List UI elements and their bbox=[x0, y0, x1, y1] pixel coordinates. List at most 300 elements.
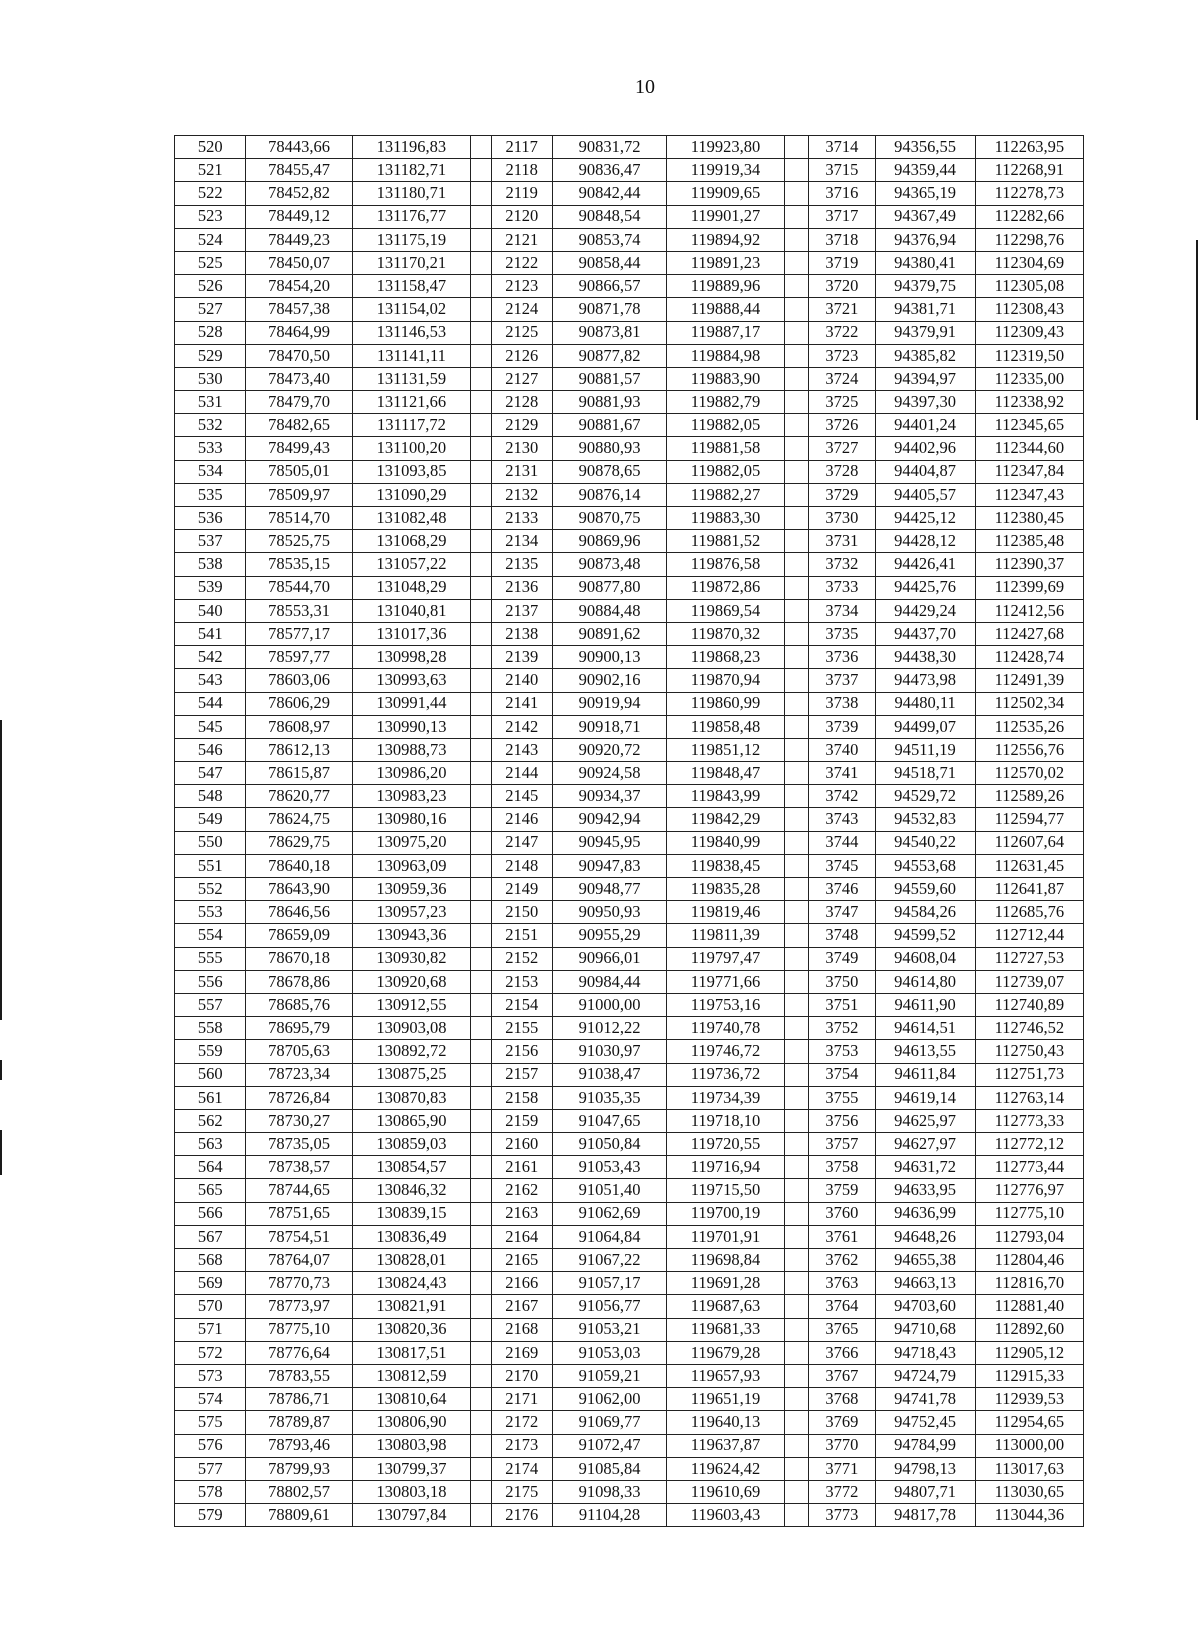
table-cell: 94473,98 bbox=[875, 669, 975, 692]
table-cell: 112385,48 bbox=[975, 530, 1083, 553]
table-cell: 112892,60 bbox=[975, 1318, 1083, 1341]
table-spacer-cell bbox=[784, 1295, 809, 1318]
table-cell: 94379,91 bbox=[875, 321, 975, 344]
table-cell: 2142 bbox=[491, 715, 552, 738]
table-row bbox=[175, 182, 1084, 205]
table-spacer-cell bbox=[471, 344, 491, 367]
table-cell: 78809,61 bbox=[246, 1504, 352, 1527]
table-spacer-cell bbox=[784, 808, 809, 831]
table-row bbox=[175, 414, 1084, 437]
table-cell: 78770,73 bbox=[246, 1272, 352, 1295]
table-cell: 112535,26 bbox=[975, 715, 1083, 738]
table-row bbox=[175, 970, 1084, 993]
table-cell: 2167 bbox=[491, 1295, 552, 1318]
table-cell: 3743 bbox=[809, 808, 875, 831]
table-cell: 112915,33 bbox=[975, 1364, 1083, 1387]
table-cell: 119797,47 bbox=[667, 947, 784, 970]
table-cell: 90945,95 bbox=[552, 831, 666, 854]
table-spacer-cell bbox=[471, 1249, 491, 1272]
table-spacer-cell bbox=[784, 1480, 809, 1503]
table-cell: 555 bbox=[175, 947, 246, 970]
table-cell: 3727 bbox=[809, 437, 875, 460]
table-cell: 112319,50 bbox=[975, 344, 1083, 367]
table-cell: 553 bbox=[175, 901, 246, 924]
table-cell: 3715 bbox=[809, 159, 875, 182]
table-spacer-cell bbox=[471, 669, 491, 692]
table-cell: 534 bbox=[175, 460, 246, 483]
table-cell: 94608,04 bbox=[875, 947, 975, 970]
table-cell: 90884,48 bbox=[552, 599, 666, 622]
table-cell: 78624,75 bbox=[246, 808, 352, 831]
table-spacer-cell bbox=[471, 878, 491, 901]
table-cell: 91035,35 bbox=[552, 1086, 666, 1109]
table-cell: 130963,09 bbox=[352, 854, 470, 877]
table-cell: 577 bbox=[175, 1457, 246, 1480]
table-cell: 119868,23 bbox=[667, 646, 784, 669]
table-cell: 90934,37 bbox=[552, 785, 666, 808]
table-cell: 131090,29 bbox=[352, 483, 470, 506]
table-spacer-cell bbox=[471, 391, 491, 414]
table-spacer-cell bbox=[471, 437, 491, 460]
table-cell: 2136 bbox=[491, 576, 552, 599]
table-cell: 78775,10 bbox=[246, 1318, 352, 1341]
table-cell: 112905,12 bbox=[975, 1341, 1083, 1364]
table-cell: 3762 bbox=[809, 1249, 875, 1272]
table-cell: 527 bbox=[175, 298, 246, 321]
table-cell: 130920,68 bbox=[352, 970, 470, 993]
table-cell: 78470,50 bbox=[246, 344, 352, 367]
table-cell: 130854,57 bbox=[352, 1156, 470, 1179]
table-cell: 119894,92 bbox=[667, 228, 784, 251]
table-cell: 94636,99 bbox=[875, 1202, 975, 1225]
table-cell: 131048,29 bbox=[352, 576, 470, 599]
table-cell: 549 bbox=[175, 808, 246, 831]
table-cell: 94663,13 bbox=[875, 1272, 975, 1295]
table-cell: 539 bbox=[175, 576, 246, 599]
table-cell: 112502,34 bbox=[975, 692, 1083, 715]
table-cell: 78802,57 bbox=[246, 1480, 352, 1503]
table-cell: 2158 bbox=[491, 1086, 552, 1109]
table-spacer-cell bbox=[471, 414, 491, 437]
table-cell: 547 bbox=[175, 762, 246, 785]
table-cell: 112344,60 bbox=[975, 437, 1083, 460]
table-cell: 536 bbox=[175, 507, 246, 530]
table-row bbox=[175, 437, 1084, 460]
table-cell: 78514,70 bbox=[246, 507, 352, 530]
table-cell: 112763,14 bbox=[975, 1086, 1083, 1109]
table-cell: 119624,42 bbox=[667, 1457, 784, 1480]
table-cell: 2172 bbox=[491, 1411, 552, 1434]
table-cell: 78454,20 bbox=[246, 275, 352, 298]
table-cell: 119919,34 bbox=[667, 159, 784, 182]
table-cell: 78449,23 bbox=[246, 228, 352, 251]
table-row bbox=[175, 1063, 1084, 1086]
table-cell: 130839,15 bbox=[352, 1202, 470, 1225]
table-cell: 94648,26 bbox=[875, 1225, 975, 1248]
table-cell: 2129 bbox=[491, 414, 552, 437]
table-cell: 3750 bbox=[809, 970, 875, 993]
table-cell: 3751 bbox=[809, 993, 875, 1016]
table-row bbox=[175, 1504, 1084, 1527]
table-cell: 131180,71 bbox=[352, 182, 470, 205]
table-cell: 3740 bbox=[809, 738, 875, 761]
table-cell: 119882,79 bbox=[667, 391, 784, 414]
table-cell: 130799,37 bbox=[352, 1457, 470, 1480]
table-cell: 112338,92 bbox=[975, 391, 1083, 414]
table-cell: 94518,71 bbox=[875, 762, 975, 785]
table-spacer-cell bbox=[784, 993, 809, 1016]
table-cell: 563 bbox=[175, 1133, 246, 1156]
table-cell: 571 bbox=[175, 1318, 246, 1341]
table-cell: 3773 bbox=[809, 1504, 875, 1527]
table-cell: 131100,20 bbox=[352, 437, 470, 460]
table-cell: 554 bbox=[175, 924, 246, 947]
scan-edge-mark bbox=[1196, 240, 1198, 420]
table-spacer-cell bbox=[471, 1457, 491, 1480]
table-cell: 78505,01 bbox=[246, 460, 352, 483]
table-spacer-cell bbox=[784, 947, 809, 970]
table-cell: 3767 bbox=[809, 1364, 875, 1387]
table-cell: 112399,69 bbox=[975, 576, 1083, 599]
table-cell: 112589,26 bbox=[975, 785, 1083, 808]
table-cell: 112345,65 bbox=[975, 414, 1083, 437]
table-cell: 2150 bbox=[491, 901, 552, 924]
table-cell: 112816,70 bbox=[975, 1272, 1083, 1295]
table-spacer-cell bbox=[471, 970, 491, 993]
table-spacer-cell bbox=[784, 1086, 809, 1109]
table-cell: 119835,28 bbox=[667, 878, 784, 901]
table-cell: 94584,26 bbox=[875, 901, 975, 924]
table-cell: 119884,98 bbox=[667, 344, 784, 367]
table-cell: 78643,90 bbox=[246, 878, 352, 901]
table-spacer-cell bbox=[784, 298, 809, 321]
table-cell: 94437,70 bbox=[875, 622, 975, 645]
table-cell: 78738,57 bbox=[246, 1156, 352, 1179]
table-cell: 3724 bbox=[809, 367, 875, 390]
table-row bbox=[175, 715, 1084, 738]
table-cell: 130990,13 bbox=[352, 715, 470, 738]
table-cell: 112712,44 bbox=[975, 924, 1083, 947]
table-cell: 131040,81 bbox=[352, 599, 470, 622]
table-cell: 119882,05 bbox=[667, 414, 784, 437]
table-spacer-cell bbox=[784, 1341, 809, 1364]
table-cell: 3765 bbox=[809, 1318, 875, 1341]
table-cell: 119610,69 bbox=[667, 1480, 784, 1503]
table-cell: 119811,39 bbox=[667, 924, 784, 947]
table-cell: 3772 bbox=[809, 1480, 875, 1503]
table-row bbox=[175, 924, 1084, 947]
table-cell: 90869,96 bbox=[552, 530, 666, 553]
table-row bbox=[175, 1017, 1084, 1040]
table-cell: 2132 bbox=[491, 483, 552, 506]
table-cell: 3747 bbox=[809, 901, 875, 924]
table-cell: 3732 bbox=[809, 553, 875, 576]
table-cell: 3764 bbox=[809, 1295, 875, 1318]
table-cell: 91051,40 bbox=[552, 1179, 666, 1202]
table-row bbox=[175, 1086, 1084, 1109]
table-cell: 91098,33 bbox=[552, 1480, 666, 1503]
table-cell: 78449,12 bbox=[246, 205, 352, 228]
table-cell: 90900,13 bbox=[552, 646, 666, 669]
table-cell: 112263,95 bbox=[975, 136, 1083, 159]
scan-edge-mark bbox=[0, 720, 2, 1020]
table-cell: 94633,95 bbox=[875, 1179, 975, 1202]
table-cell: 78544,70 bbox=[246, 576, 352, 599]
table-cell: 112939,53 bbox=[975, 1388, 1083, 1411]
table-spacer-cell bbox=[784, 553, 809, 576]
table-cell: 130986,20 bbox=[352, 762, 470, 785]
table-cell: 78789,87 bbox=[246, 1411, 352, 1434]
table-cell: 562 bbox=[175, 1109, 246, 1132]
table-cell: 532 bbox=[175, 414, 246, 437]
table-cell: 119869,54 bbox=[667, 599, 784, 622]
table-cell: 94529,72 bbox=[875, 785, 975, 808]
table-cell: 528 bbox=[175, 321, 246, 344]
table-cell: 90918,71 bbox=[552, 715, 666, 738]
table-spacer-cell bbox=[471, 808, 491, 831]
table-cell: 2159 bbox=[491, 1109, 552, 1132]
table-cell: 131117,72 bbox=[352, 414, 470, 437]
table-cell: 119753,16 bbox=[667, 993, 784, 1016]
table-spacer-cell bbox=[471, 785, 491, 808]
table-cell: 90873,48 bbox=[552, 553, 666, 576]
table-row bbox=[175, 831, 1084, 854]
table-spacer-cell bbox=[784, 1364, 809, 1387]
table-cell: 522 bbox=[175, 182, 246, 205]
table-row bbox=[175, 901, 1084, 924]
table-cell: 130836,49 bbox=[352, 1225, 470, 1248]
table-row bbox=[175, 1318, 1084, 1341]
table-cell: 112750,43 bbox=[975, 1040, 1083, 1063]
table-cell: 94752,45 bbox=[875, 1411, 975, 1434]
table-cell: 2147 bbox=[491, 831, 552, 854]
table-cell: 3770 bbox=[809, 1434, 875, 1457]
table-cell: 131131,59 bbox=[352, 367, 470, 390]
table-cell: 543 bbox=[175, 669, 246, 692]
table-cell: 2140 bbox=[491, 669, 552, 692]
table-cell: 78670,18 bbox=[246, 947, 352, 970]
table-spacer-cell bbox=[471, 1434, 491, 1457]
table-cell: 112954,65 bbox=[975, 1411, 1083, 1434]
table-spacer-cell bbox=[471, 367, 491, 390]
table-cell: 3742 bbox=[809, 785, 875, 808]
table-cell: 2149 bbox=[491, 878, 552, 901]
table-cell: 531 bbox=[175, 391, 246, 414]
table-row bbox=[175, 391, 1084, 414]
table-cell: 78455,47 bbox=[246, 159, 352, 182]
table-cell: 94480,11 bbox=[875, 692, 975, 715]
table-cell: 533 bbox=[175, 437, 246, 460]
table-cell: 78535,15 bbox=[246, 553, 352, 576]
table-cell: 2121 bbox=[491, 228, 552, 251]
table-row bbox=[175, 1411, 1084, 1434]
table-cell: 78629,75 bbox=[246, 831, 352, 854]
table-cell: 91062,00 bbox=[552, 1388, 666, 1411]
table-cell: 94438,30 bbox=[875, 646, 975, 669]
table-cell: 130803,98 bbox=[352, 1434, 470, 1457]
table-cell: 112793,04 bbox=[975, 1225, 1083, 1248]
table-cell: 130892,72 bbox=[352, 1040, 470, 1063]
table-cell: 94376,94 bbox=[875, 228, 975, 251]
table-cell: 2146 bbox=[491, 808, 552, 831]
table-row bbox=[175, 553, 1084, 576]
table-cell: 3733 bbox=[809, 576, 875, 599]
table-spacer-cell bbox=[784, 1388, 809, 1411]
table-spacer-cell bbox=[784, 391, 809, 414]
table-spacer-cell bbox=[471, 298, 491, 321]
table-cell: 3737 bbox=[809, 669, 875, 692]
table-cell: 119681,33 bbox=[667, 1318, 784, 1341]
table-cell: 78685,76 bbox=[246, 993, 352, 1016]
table-cell: 112739,07 bbox=[975, 970, 1083, 993]
table-cell: 78723,34 bbox=[246, 1063, 352, 1086]
table-cell: 2175 bbox=[491, 1480, 552, 1503]
table-cell: 119701,91 bbox=[667, 1225, 784, 1248]
table-spacer-cell bbox=[784, 970, 809, 993]
table-cell: 3741 bbox=[809, 762, 875, 785]
table-cell: 112772,12 bbox=[975, 1133, 1083, 1156]
table-body bbox=[175, 136, 1084, 1527]
table-cell: 130959,36 bbox=[352, 878, 470, 901]
table-cell: 90877,82 bbox=[552, 344, 666, 367]
table-cell: 90836,47 bbox=[552, 159, 666, 182]
table-cell: 112298,76 bbox=[975, 228, 1083, 251]
table-cell: 90853,74 bbox=[552, 228, 666, 251]
table-cell: 112607,64 bbox=[975, 831, 1083, 854]
table-spacer-cell bbox=[471, 507, 491, 530]
table-row bbox=[175, 251, 1084, 274]
table-cell: 131158,47 bbox=[352, 275, 470, 298]
table-cell: 530 bbox=[175, 367, 246, 390]
table-cell: 3754 bbox=[809, 1063, 875, 1086]
table-row bbox=[175, 228, 1084, 251]
table-row bbox=[175, 507, 1084, 530]
table-cell: 90950,93 bbox=[552, 901, 666, 924]
table-cell: 2117 bbox=[491, 136, 552, 159]
table-cell: 78620,77 bbox=[246, 785, 352, 808]
table-cell: 520 bbox=[175, 136, 246, 159]
table-cell: 131093,85 bbox=[352, 460, 470, 483]
table-cell: 78525,75 bbox=[246, 530, 352, 553]
table-spacer-cell bbox=[784, 1133, 809, 1156]
table-cell: 78457,38 bbox=[246, 298, 352, 321]
table-cell: 119734,39 bbox=[667, 1086, 784, 1109]
table-cell: 130803,18 bbox=[352, 1480, 470, 1503]
table-cell: 3718 bbox=[809, 228, 875, 251]
table-cell: 2123 bbox=[491, 275, 552, 298]
table-cell: 91059,21 bbox=[552, 1364, 666, 1387]
table-cell: 3759 bbox=[809, 1179, 875, 1202]
table-cell: 119740,78 bbox=[667, 1017, 784, 1040]
table-cell: 78499,43 bbox=[246, 437, 352, 460]
table-cell: 131176,77 bbox=[352, 205, 470, 228]
table-row bbox=[175, 530, 1084, 553]
table-cell: 130903,08 bbox=[352, 1017, 470, 1040]
table-cell: 130988,73 bbox=[352, 738, 470, 761]
table-cell: 2160 bbox=[491, 1133, 552, 1156]
table-spacer-cell bbox=[784, 599, 809, 622]
table-cell: 131175,19 bbox=[352, 228, 470, 251]
table-cell: 112804,46 bbox=[975, 1249, 1083, 1272]
table-cell: 90873,81 bbox=[552, 321, 666, 344]
table-cell: 91047,65 bbox=[552, 1109, 666, 1132]
table-cell: 112776,97 bbox=[975, 1179, 1083, 1202]
table-spacer-cell bbox=[784, 205, 809, 228]
table-spacer-cell bbox=[471, 1318, 491, 1341]
table-spacer-cell bbox=[784, 692, 809, 715]
table-spacer-cell bbox=[471, 854, 491, 877]
table-cell: 2162 bbox=[491, 1179, 552, 1202]
table-cell: 523 bbox=[175, 205, 246, 228]
table-spacer-cell bbox=[784, 669, 809, 692]
table-spacer-cell bbox=[784, 1504, 809, 1527]
table-spacer-cell bbox=[784, 1272, 809, 1295]
table-cell: 94614,51 bbox=[875, 1017, 975, 1040]
table-cell: 119848,47 bbox=[667, 762, 784, 785]
table-cell: 90876,14 bbox=[552, 483, 666, 506]
table-spacer-cell bbox=[471, 228, 491, 251]
page-number: 10 bbox=[635, 76, 655, 98]
table-cell: 119843,99 bbox=[667, 785, 784, 808]
table-cell: 78597,77 bbox=[246, 646, 352, 669]
table-cell: 112390,37 bbox=[975, 553, 1083, 576]
table-cell: 130957,23 bbox=[352, 901, 470, 924]
table-cell: 3739 bbox=[809, 715, 875, 738]
table-cell: 90848,54 bbox=[552, 205, 666, 228]
table-spacer-cell bbox=[471, 1086, 491, 1109]
table-cell: 112347,43 bbox=[975, 483, 1083, 506]
table-cell: 2126 bbox=[491, 344, 552, 367]
table-cell: 90878,65 bbox=[552, 460, 666, 483]
table-cell: 112282,66 bbox=[975, 205, 1083, 228]
table-spacer-cell bbox=[471, 1109, 491, 1132]
table-cell: 3714 bbox=[809, 136, 875, 159]
table-spacer-cell bbox=[784, 878, 809, 901]
table-cell: 119923,80 bbox=[667, 136, 784, 159]
table-row bbox=[175, 1133, 1084, 1156]
table-cell: 2148 bbox=[491, 854, 552, 877]
table-cell: 112308,43 bbox=[975, 298, 1083, 321]
table-cell: 112570,02 bbox=[975, 762, 1083, 785]
table-cell: 537 bbox=[175, 530, 246, 553]
table-cell: 119860,99 bbox=[667, 692, 784, 715]
table-cell: 90948,77 bbox=[552, 878, 666, 901]
table-cell: 90947,83 bbox=[552, 854, 666, 877]
table-cell: 90877,80 bbox=[552, 576, 666, 599]
table-cell: 90842,44 bbox=[552, 182, 666, 205]
table-cell: 119720,55 bbox=[667, 1133, 784, 1156]
table-row bbox=[175, 622, 1084, 645]
table-cell: 119883,30 bbox=[667, 507, 784, 530]
table-row bbox=[175, 808, 1084, 831]
table-cell: 3717 bbox=[809, 205, 875, 228]
table-cell: 131017,36 bbox=[352, 622, 470, 645]
table-cell: 119870,94 bbox=[667, 669, 784, 692]
table-cell: 91067,22 bbox=[552, 1249, 666, 1272]
table-cell: 94429,24 bbox=[875, 599, 975, 622]
table-cell: 91000,00 bbox=[552, 993, 666, 1016]
table-cell: 112335,00 bbox=[975, 367, 1083, 390]
table-spacer-cell bbox=[471, 159, 491, 182]
table-cell: 78482,65 bbox=[246, 414, 352, 437]
table-row bbox=[175, 692, 1084, 715]
table-cell: 119842,29 bbox=[667, 808, 784, 831]
table-cell: 94426,41 bbox=[875, 553, 975, 576]
table-spacer-cell bbox=[471, 1388, 491, 1411]
table-cell: 94817,78 bbox=[875, 1504, 975, 1527]
table-cell: 90870,75 bbox=[552, 507, 666, 530]
table-cell: 94425,12 bbox=[875, 507, 975, 530]
